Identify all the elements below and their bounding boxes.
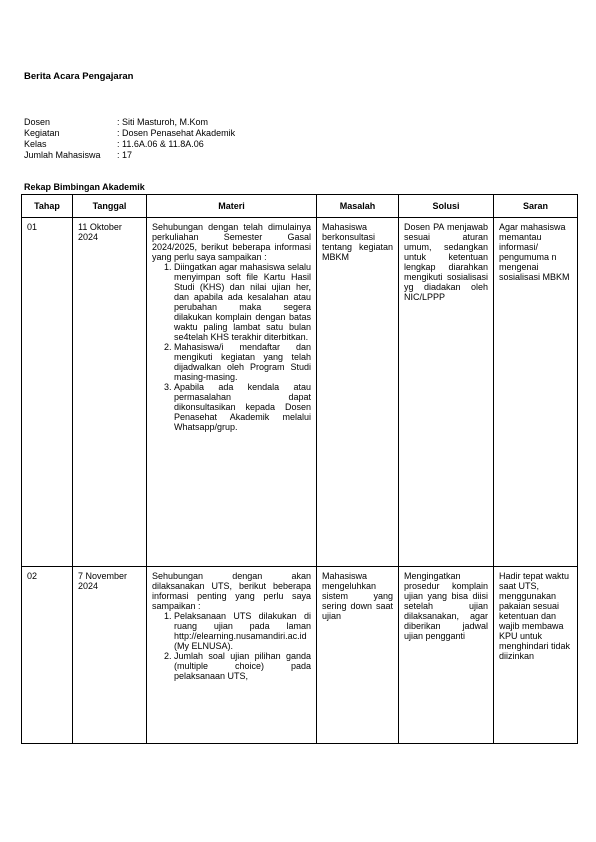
info-value: : 11.6A.06 & 11.8A.06 xyxy=(117,139,204,149)
cell-solusi: Dosen PA menjawab sesuai aturan umum, sedangkan untuk ketentuan lengkap diarahkan mengikuti sosialisasi yg diadakan oleh NIC/LPPP xyxy=(399,218,494,567)
info-value: : Dosen Penasehat Akademik xyxy=(117,128,236,138)
list-item: 2. Jumlah soal ujian pilihan ganda (multiple choice) pada pelaksanaan UTS, xyxy=(174,651,311,681)
info-key: Kegiatan xyxy=(24,128,60,138)
info-key: Dosen xyxy=(24,117,51,127)
info-block xyxy=(24,117,235,161)
materi-list xyxy=(152,611,311,681)
list-item: 1. Pelaksanaan UTS dilakukan di ruang ujian pada laman http://elearning.nusamandiri.ac.id (My ELNUSA). xyxy=(174,611,311,651)
cell-tahap: 01 xyxy=(22,218,73,567)
document-title: Berita Acara Pengajaran xyxy=(24,71,134,82)
info-row-kelas xyxy=(24,139,235,150)
materi-intro: Sehubungan dengan akan dilaksanakan UTS, berikut beberapa informasi penting yang perlu saya sampaikan : xyxy=(152,571,311,611)
cell-masalah: Mahasiswa berkonsultasi tentang kegiatan MBKM xyxy=(317,218,399,567)
header-materi: Materi xyxy=(147,195,317,218)
section-subtitle: Rekap Bimbingan Akademik xyxy=(24,182,145,192)
info-row-dosen xyxy=(24,117,235,128)
info-row-jumlah xyxy=(24,150,235,161)
header-solusi: Solusi xyxy=(399,195,494,218)
bimbingan-table xyxy=(21,194,578,744)
cell-saran: Hadir tepat waktu saat UTS, menggunakan pakaian sesuai ketentuan dan wajib membawa KPU untuk menghindari tidak diizinkan xyxy=(494,567,578,744)
info-value: : 17 xyxy=(117,150,133,160)
list-item: 1. Diingatkan agar mahasiswa selalu menyimpan soft file Kartu Hasil Studi (KHS) dan nilai ujian her, dan apabila ada kesalahan atau perubahan maka segera dilakukan komplain dengan batas waktu paling lambat satu bulan se4telah KHS terakhir diterbitkan. xyxy=(174,262,311,342)
header-tahap: Tahap xyxy=(22,195,73,218)
cell-tanggal: 7 November 2024 xyxy=(73,567,147,744)
header-masalah: Masalah xyxy=(317,195,399,218)
table-header-row xyxy=(22,195,578,218)
info-value: : Siti Masturoh, M.Kom xyxy=(117,117,209,127)
table-row xyxy=(22,567,578,744)
header-tanggal: Tanggal xyxy=(73,195,147,218)
cell-masalah: Mahasiswa mengeluhkan sistem yang sering down saat ujian xyxy=(317,567,399,744)
list-item: 2. Mahasiswa/i mendaftar dan mengikuti kegiatan yang telah dijadwalkan oleh Program Studi masing-masing. xyxy=(174,342,311,382)
cell-saran: Agar mahasiswa memantau informasi/ pengumuma n mengenai sosialisasi MBKM xyxy=(494,218,578,567)
cell-materi xyxy=(147,218,317,567)
cell-solusi: Mengingatkan prosedur komplain ujian yang bisa diisi setelah ujian dilaksanakan, agar diberikan jadwal ujian pengganti xyxy=(399,567,494,744)
cell-materi xyxy=(147,567,317,744)
info-row-kegiatan xyxy=(24,128,235,139)
info-key: Kelas xyxy=(24,139,47,149)
table-row xyxy=(22,218,578,567)
materi-list xyxy=(152,262,311,432)
info-key: Jumlah Mahasiswa xyxy=(24,150,101,160)
materi-intro: Sehubungan dengan telah dimulainya perkuliahan Semester Gasal 2024/2025, berikut beberapa informasi yang perlu saya sampaikan : xyxy=(152,222,311,262)
header-saran: Saran xyxy=(494,195,578,218)
list-item: 3. Apabila ada kendala atau permasalahan dapat dikonsultasikan kepada Dosen Penasehat Akademik melalui Whatsapp/grup. xyxy=(174,382,311,432)
cell-tahap: 02 xyxy=(22,567,73,744)
cell-tanggal: 11 Oktober 2024 xyxy=(73,218,147,567)
